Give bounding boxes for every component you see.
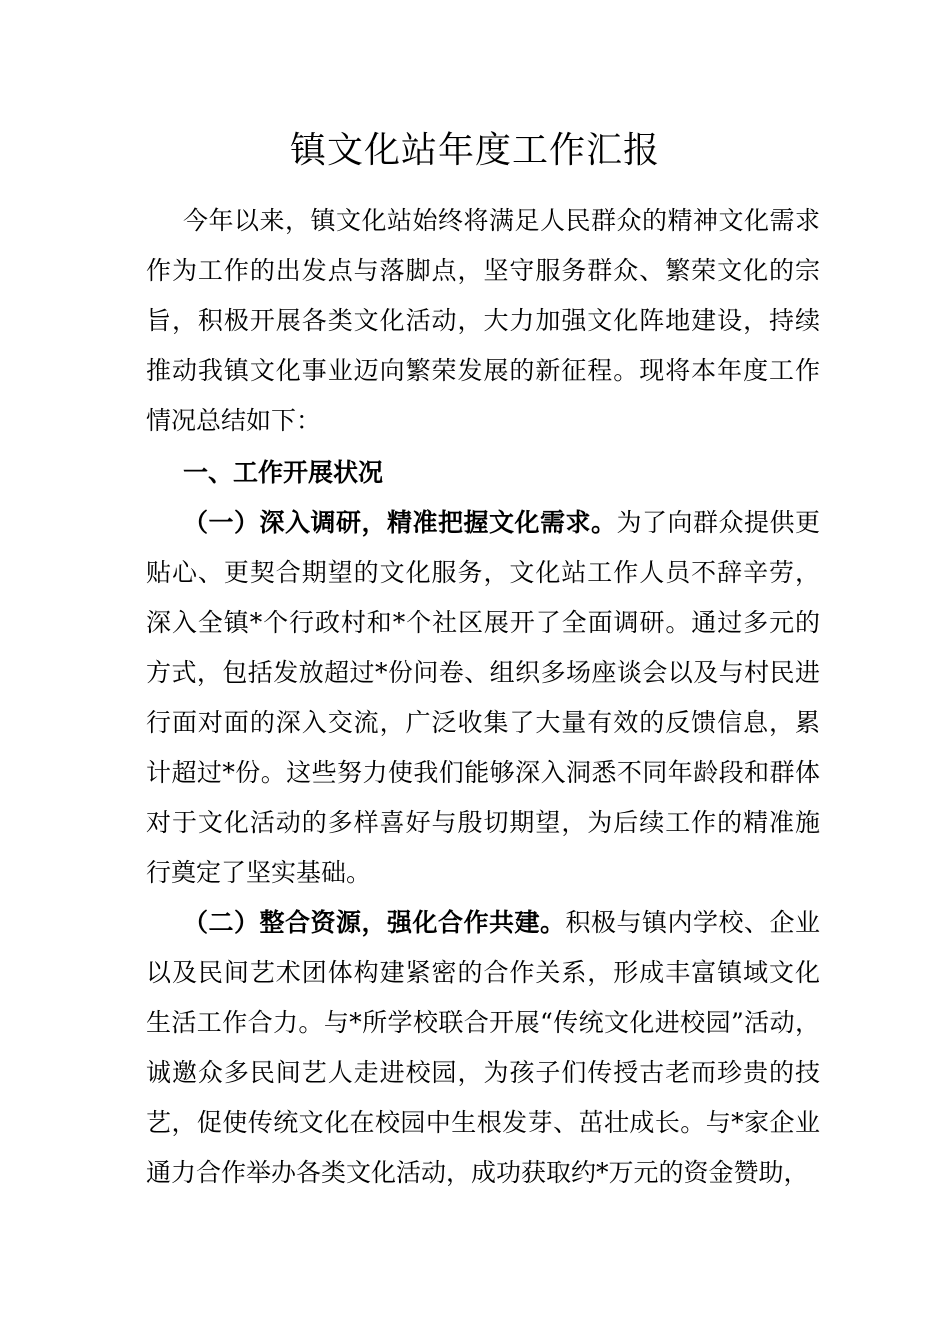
item-2-body: 积极与镇内学校、企业以及民间艺术团体构建紧密的合作关系，形成丰富镇域文化生活工作合力。与*所学校联合开展“传统文化进校园”活动，诚邀众多民间艺人走进校园，为孩子们传授古老而珍贵的技艺，促使传统文化在校园中生根发芽、茁壮成长。与*家企业通力合作举办各类文化活动，成功获取约*万元的资金赞助， xyxy=(146,908,820,1187)
section-heading-1: 一、工作开展状况 xyxy=(183,458,384,487)
document-title: 镇文化站年度工作汇报 xyxy=(289,130,660,171)
item-1-heading: （一）深入调研，精准把握文化需求。 xyxy=(183,508,617,537)
item-1-body: 为了向群众提供更贴心、更契合期望的文化服务，文化站工作人员不辞辛劳，深入全镇*个行政村和*个社区展开了全面调研。通过多元的方式，包括发放超过*份问卷、组织多场座谈会以及与村民进行面对面的深入交流，广泛收集了大量有效的反馈信息，累计超过*份。这些努力使我们能够深入洞悉不同年龄段和群体对于文化活动的多样喜好与殷切期望，为后续工作的精准施行奠定了坚实基础。 xyxy=(146,508,820,887)
item-1-paragraph xyxy=(146,498,820,898)
item-2-heading: （二）整合资源，强化合作共建。 xyxy=(183,908,566,937)
item-2-paragraph xyxy=(146,898,820,1198)
intro-paragraph: 今年以来，镇文化站始终将满足人民群众的精神文化需求作为工作的出发点与落脚点，坚守服务群众、繁荣文化的宗旨，积极开展各类文化活动，大力加强文化阵地建设，持续推动我镇文化事业迈向繁荣发展的新征程。现将本年度工作情况总结如下： xyxy=(146,206,820,435)
